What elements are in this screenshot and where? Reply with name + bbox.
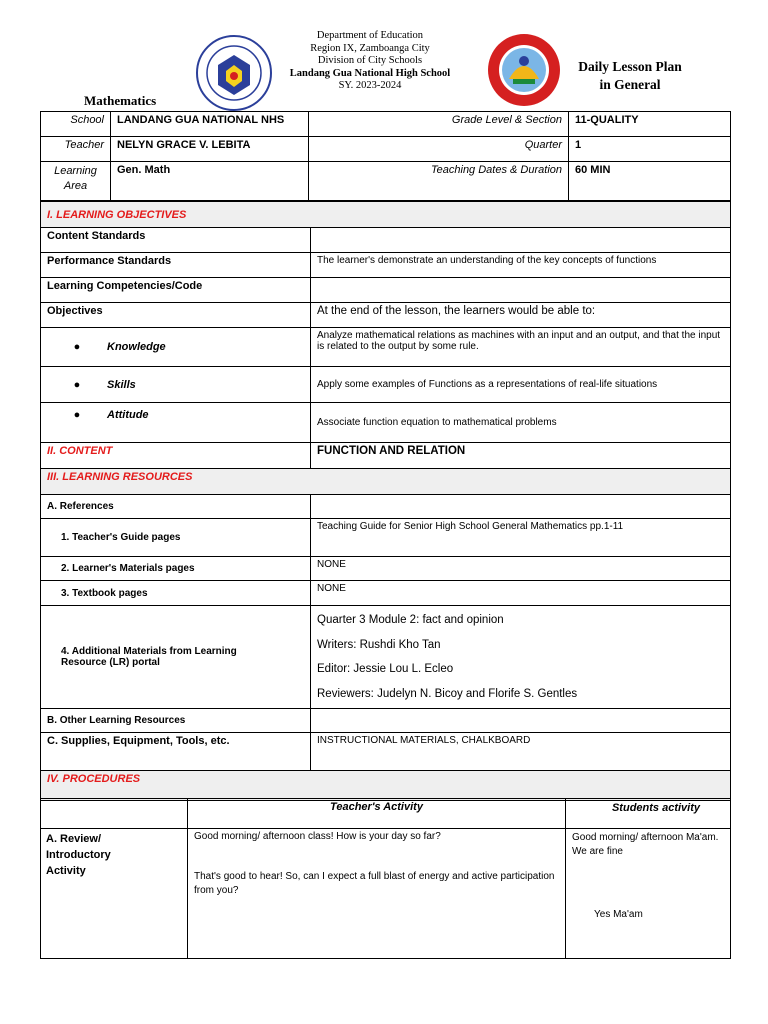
teacher-value: NELYN GRACE V. LEBITA bbox=[111, 137, 309, 162]
supplies-value: INSTRUCTIONAL MATERIALS, CHALKBOARD bbox=[311, 733, 731, 771]
school-name-header: Landang Gua National High School bbox=[289, 67, 451, 79]
section-objectives: I. LEARNING OBJECTIVES bbox=[41, 202, 731, 228]
dlp-title: Daily Lesson Plan bbox=[578, 59, 682, 74]
bullet: ● bbox=[73, 409, 81, 421]
review-label: A. Review/ Introductory Activity bbox=[41, 829, 188, 959]
dates-value: 60 MIN bbox=[569, 162, 731, 201]
teacher-line: That's good to hear! So, can I expect a full blast of energy and active participation from you? bbox=[194, 871, 555, 896]
references-label: A. References bbox=[41, 495, 311, 519]
attitude-label: Attitude bbox=[107, 409, 149, 421]
additional-line: Editor: Jessie Lou L. Ecleo bbox=[317, 663, 454, 675]
performance-standards-label: Performance Standards bbox=[41, 253, 311, 278]
other-resources-label: B. Other Learning Resources bbox=[41, 709, 311, 733]
bullet: ● bbox=[73, 378, 81, 391]
deped-seal-logo bbox=[196, 35, 272, 111]
lm-label: 2. Learner's Materials pages bbox=[41, 557, 311, 581]
student-line: Good morning/ afternoon Ma'am. We are fine bbox=[572, 832, 719, 857]
tb-label: 3. Textbook pages bbox=[41, 581, 311, 606]
section-procedures: IV. PROCEDURES bbox=[41, 771, 731, 801]
info-table bbox=[40, 111, 731, 201]
skills-label: Skills bbox=[107, 378, 136, 391]
grade-label: Grade Level & Section bbox=[309, 112, 569, 137]
other-resources-value bbox=[311, 709, 731, 733]
section-resources: III. LEARNING RESOURCES bbox=[41, 469, 731, 495]
school-seal-logo bbox=[487, 33, 561, 107]
bullet: ● bbox=[73, 341, 81, 353]
attitude-value: Associate function equation to mathematical problems bbox=[311, 403, 731, 443]
lesson-table bbox=[40, 201, 731, 801]
additional-line: Writers: Rushdi Kho Tan bbox=[317, 638, 441, 651]
additional-materials-label: 4. Additional Materials from Learning Resource (LR) portal bbox=[41, 606, 311, 709]
teacher-line: Good morning/ afternoon class! How is your day so far? bbox=[194, 831, 441, 842]
teacher-label: Teacher bbox=[41, 137, 111, 162]
additional-line: Reviewers: Judelyn N. Bicoy and Florife S. Gentles bbox=[317, 687, 578, 700]
tg-value: Teaching Guide for Senior High School General Mathematics pp.1-11 bbox=[311, 519, 731, 557]
section-content: II. CONTENT bbox=[41, 443, 311, 469]
school-label: School bbox=[41, 112, 111, 137]
objectives-label: Objectives bbox=[41, 303, 311, 328]
school-year: SY. 2023-2024 bbox=[338, 80, 402, 91]
competencies-label: Learning Competencies/Code bbox=[41, 278, 311, 303]
header-line: Department of Education bbox=[316, 30, 424, 41]
quarter-label: Quarter bbox=[309, 137, 569, 162]
objectives-value: At the end of the lesson, the learners would be able to: bbox=[311, 303, 731, 328]
knowledge-label: Knowledge bbox=[107, 341, 166, 353]
dates-label: Teaching Dates & Duration bbox=[309, 162, 569, 201]
school-value: LANDANG GUA NATIONAL NHS bbox=[111, 112, 309, 137]
header-line: Division of City Schools bbox=[317, 55, 423, 66]
header-line: Region IX, Zamboanga City bbox=[310, 42, 430, 54]
references-value bbox=[311, 495, 731, 519]
subject-title: Mathematics bbox=[84, 93, 157, 108]
performance-standards-value: The learner's demonstrate an understanding of the key concepts of functions bbox=[311, 253, 731, 278]
content-standards-label: Content Standards bbox=[41, 228, 311, 253]
grade-value: 11-QUALITY bbox=[569, 112, 731, 137]
procedures-blank bbox=[41, 799, 188, 829]
skills-value: Apply some examples of Functions as a representations of real-life situations bbox=[311, 367, 731, 403]
competencies-value bbox=[311, 278, 731, 303]
tg-label: 1. Teacher's Guide pages bbox=[41, 519, 311, 557]
additional-line: Quarter 3 Module 2: fact and opinion bbox=[317, 614, 504, 626]
knowledge-value: Analyze mathematical relations as machines with an input and an output, and that the input is related to the output by some rule. bbox=[311, 328, 731, 367]
teacher-activity-head: Teacher's Activity bbox=[188, 799, 566, 829]
area-label: Learning Area bbox=[41, 162, 111, 201]
area-value: Gen. Math bbox=[111, 162, 309, 201]
tb-value: NONE bbox=[311, 581, 731, 606]
students-activity-head: Students activity bbox=[566, 799, 731, 829]
dlp-subtitle: in General bbox=[599, 77, 661, 92]
content-standards-value bbox=[311, 228, 731, 253]
student-line: Yes Ma'am bbox=[594, 909, 643, 920]
lm-value: NONE bbox=[311, 557, 731, 581]
procedures-table bbox=[40, 798, 731, 959]
quarter-value: 1 bbox=[569, 137, 731, 162]
supplies-label: C. Supplies, Equipment, Tools, etc. bbox=[41, 733, 311, 771]
content-value: FUNCTION AND RELATION bbox=[311, 443, 731, 469]
